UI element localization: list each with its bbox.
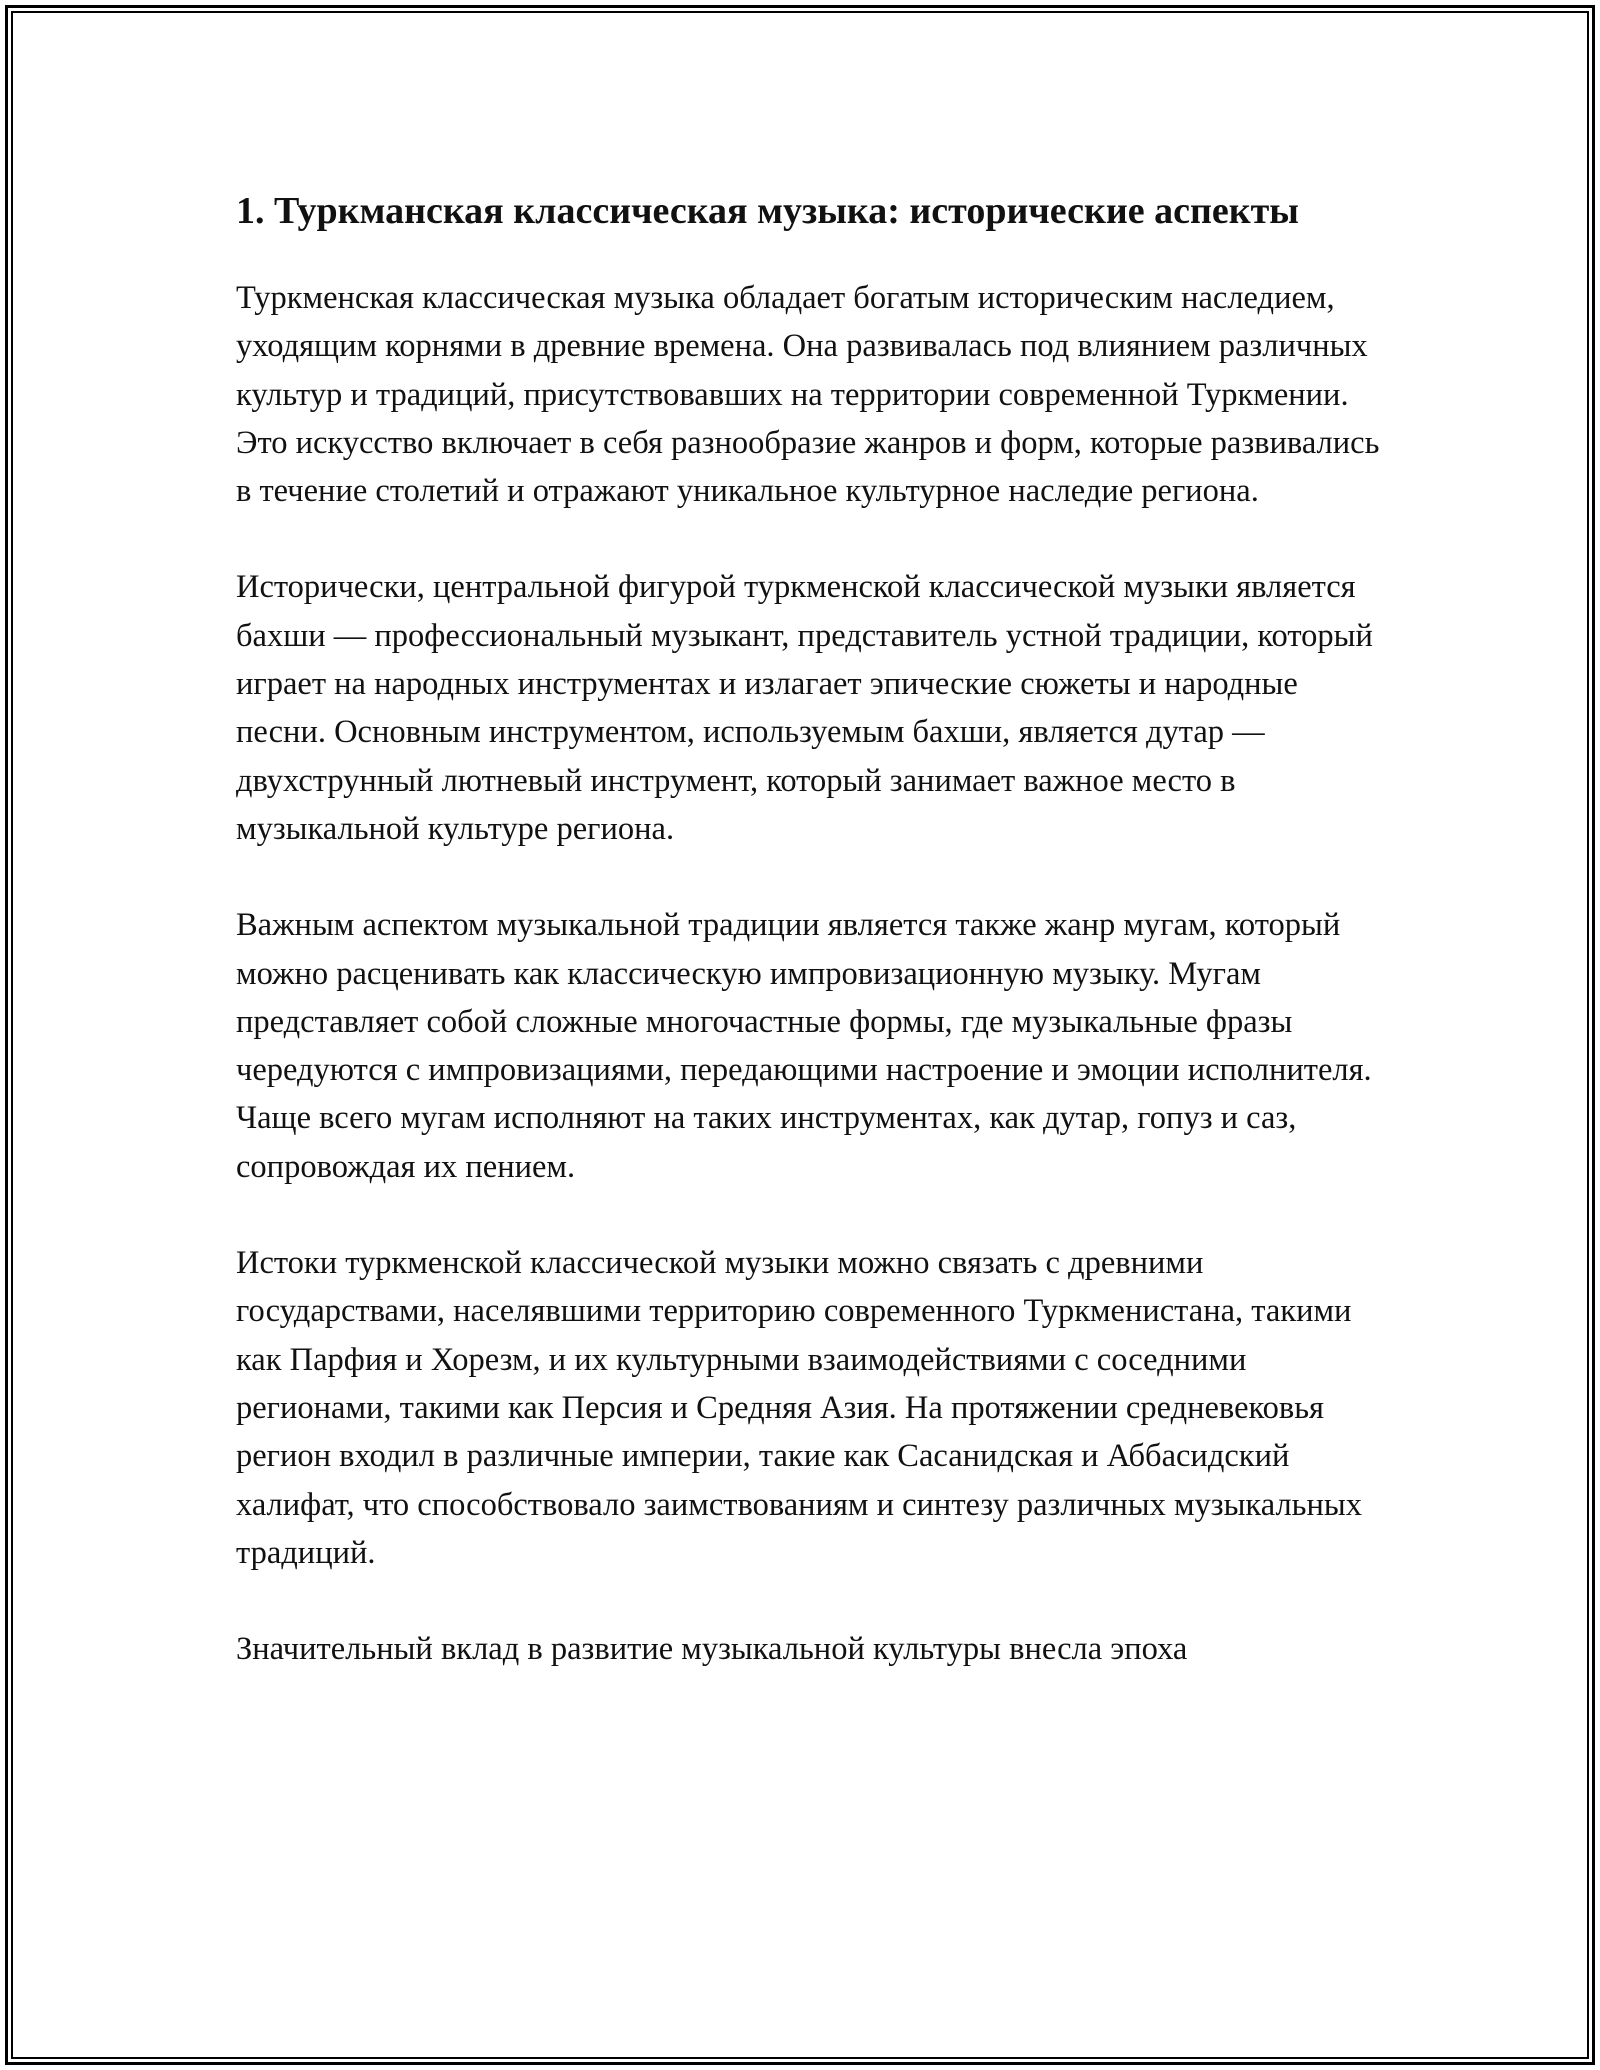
paragraph-4: Истоки туркменской классической музыки можно связать с древними государствами, населявшими территорию современного Туркменистана, такими как Парфия и Хорезм, и их культурными взаимодействиями с соседними регионами, такими как Персия и Средняя Азия. На протяжении средневековья регион входил в различные империи, такие как Сасанидская и Аббасидский халифат, что способствовало заимствованиям и синтезу различных музыкальных традиций. bbox=[236, 1245, 1362, 1571]
paragraph-3: Важным аспектом музыкальной традиции является также жанр мугам, который можно расценивать как классическую импровизационную музыку. Мугам представляет собой сложные многочастные формы, где музыкальные фразы чередуются с импровизациями, передающими настроение и эмоции исполнителя. Чаще всего мугам исполняют на таких инструментах, как дутар, гопуз и саз, сопровождая их пением. bbox=[236, 907, 1372, 1185]
document-body bbox=[236, 186, 1386, 1673]
section-heading: 1. Туркманская классическая музыка: исторические аспекты bbox=[236, 190, 1299, 232]
paragraph-5: Значительный вклад в развитие музыкальной культуры внесла эпоха bbox=[236, 1631, 1188, 1668]
paragraph-2: Исторически, центральной фигурой туркменской классической музыки является бахши — профессиональный музыкант, представитель устной традиции, который играет на народных инструментах и излагает эпические сюжеты и народные песни. Основным инструментом, используемым бахши, является дутар — двухструнный лютневый инструмент, который занимает важное место в музыкальной культуре региона. bbox=[236, 569, 1373, 847]
paragraph-1: Туркменская классическая музыка обладает богатым историческим наследием, уходящим корнями в древние времена. Она развивалась под влиянием различных культур и традиций, присутствовавших на территории современной Туркмении. Это искусство включает в себя разнообразие жанров и форм, которые развивались в течение столетий и отражают уникальное культурное наследие региона. bbox=[236, 280, 1380, 510]
